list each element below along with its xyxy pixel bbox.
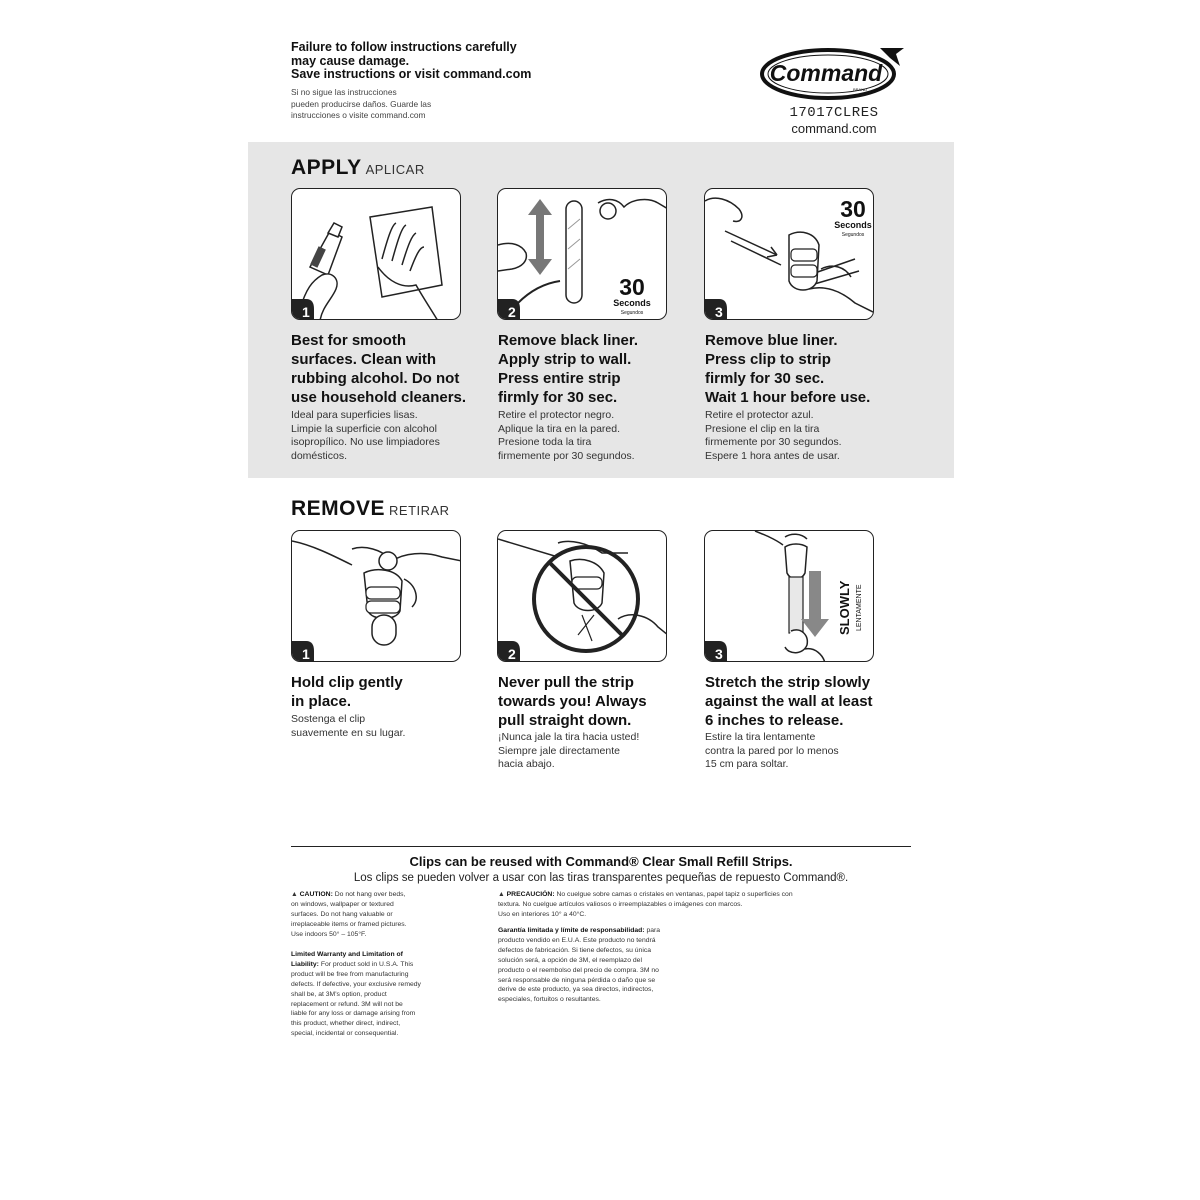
- remove-step-3-instruction: Stretch the strip slowly against the wall at least 6 inches to release.: [705, 674, 873, 729]
- warranty-block: Limited Warranty and Limitation of Liability: For product sold in U.S.A. This product will be free from manufacturing defects. If defective, your exclusive remedy shall be, at 3M's option, product replacement or refund. 3M will not be liable for any loss or damage arising from this product, whether direct, indirect, special, incidental or consequential.: [291, 951, 421, 1038]
- remove-step-3-instruction-es: Estire la tira lentamente contra la pared por lo menos 15 cm para soltar.: [705, 731, 839, 771]
- step-number-badge: 2: [508, 646, 516, 662]
- step-number-badge: 2: [508, 304, 516, 320]
- remove-step-2-illustration: [497, 530, 667, 662]
- apply-step-3-illustration: [704, 188, 874, 320]
- warning-triangle-icon: ▲: [498, 891, 505, 898]
- remove-title: REMOVE RETIRAR: [291, 497, 450, 520]
- remove-step-1-instruction-es: Sostenga el clip suavemente en su lugar.: [291, 713, 406, 739]
- slowly-label: SLOWLY: [837, 580, 852, 635]
- step-number-badge: 1: [302, 304, 310, 320]
- reuse-note: Clips can be reused with Command® Clear Small Refill Strips.: [409, 854, 793, 869]
- warning-english: Failure to follow instructions carefully may cause damage. Save instructions or visit command.com: [291, 40, 532, 81]
- apply-step-3-instruction: Remove blue liner. Press clip to strip firmly for 30 sec. Wait 1 hour before use.: [705, 332, 871, 406]
- command-logo: [758, 44, 908, 104]
- remove-step-3-illustration: [704, 530, 874, 662]
- timer-unit-es: Segundos: [841, 232, 865, 238]
- garantia-block: Garantía limitada y límite de responsabilidad: para producto vendido en E.U.A. Este producto no tendrá defectos de fabricación. Si tiene defectos, su única solución será, a opción de 3M, el reemplazo del producto o el reembolso del precio de compra. 3M no será responsable de ninguna pérdida o daño que se derive de este producto, ya sea directos, indirectos, especiales, fortuitos o resultantes.: [498, 927, 661, 1004]
- timer-value: 30: [840, 196, 866, 222]
- apply-step-2-instruction: Remove black liner. Apply strip to wall. Press entire strip firmly for 30 sec.: [498, 332, 639, 406]
- timer-unit: Seconds: [613, 298, 651, 308]
- remove-step-2-instruction-es: ¡Nunca jale la tira hacia usted! Siempre jale directamente hacia abajo.: [498, 731, 640, 771]
- apply-title: APPLY APLICAR: [291, 156, 425, 179]
- apply-step-3-instruction-es: Retire el protector azul. Presione el clip en la tira firmemente por 30 segundos. Espere 1 hora antes de usar.: [705, 409, 842, 463]
- timer-unit: Seconds: [834, 220, 872, 230]
- warning-triangle-icon: ▲: [291, 891, 298, 898]
- remove-step-1-illustration: [291, 530, 461, 662]
- logo-wordmark: Command: [769, 60, 883, 86]
- apply-step-2-instruction-es: Retire el protector negro. Aplique la tira en la pared. Presione toda la tira firmemente por 30 segundos.: [498, 409, 635, 463]
- timer-unit-es: Segundos: [620, 310, 644, 316]
- reuse-note-es: Los clips se pueden volver a usar con las tiras transparentes pequeñas de repuesto Command®.: [353, 872, 849, 884]
- product-sku: 17017CLRES: [789, 105, 879, 121]
- divider: [291, 846, 911, 847]
- apply-step-1-illustration: [291, 188, 461, 320]
- apply-step-1-instruction: Best for smooth surfaces. Clean with rubbing alcohol. Do not use household cleaners.: [291, 332, 467, 406]
- step-number-badge: 1: [302, 646, 310, 662]
- precaucion-block: ▲ PRECAUCIÓN: No cuelgue sobre camas o cristales en ventanas, papel tapiz o superficies con textura. No cuelgue artículos valiosos o irreemplazables o imágenes con marcos. Uso en interiores 10° a 40°C.: [498, 891, 793, 918]
- slowly-label-es: LENTAMENTE: [856, 584, 863, 631]
- step-number-badge: 3: [715, 304, 723, 320]
- remove-step-1-instruction: Hold clip gently in place.: [291, 674, 403, 710]
- remove-step-2-instruction: Never pull the strip towards you! Always pull straight down.: [498, 674, 647, 729]
- logo-brand-sub: BRAND: [852, 87, 868, 92]
- timer-value: 30: [619, 274, 645, 300]
- website-url: command.com: [791, 121, 877, 136]
- apply-step-1-instruction-es: Ideal para superficies lisas. Limpie la superficie con alcohol isopropílico. No use limpiadores domésticos.: [291, 409, 440, 463]
- step-number-badge: 3: [715, 646, 723, 662]
- apply-step-2-illustration: [497, 188, 667, 320]
- caution-block: ▲ CAUTION: Do not hang over beds, on windows, wallpaper or textured surfaces. Do not hang valuable or irreplaceable items or framed pictures. Use indoors 50° – 105°F.: [291, 891, 407, 938]
- warning-spanish: Si no sigue las instrucciones pueden producirse daños. Guarde las instrucciones o visite command.com: [291, 87, 432, 120]
